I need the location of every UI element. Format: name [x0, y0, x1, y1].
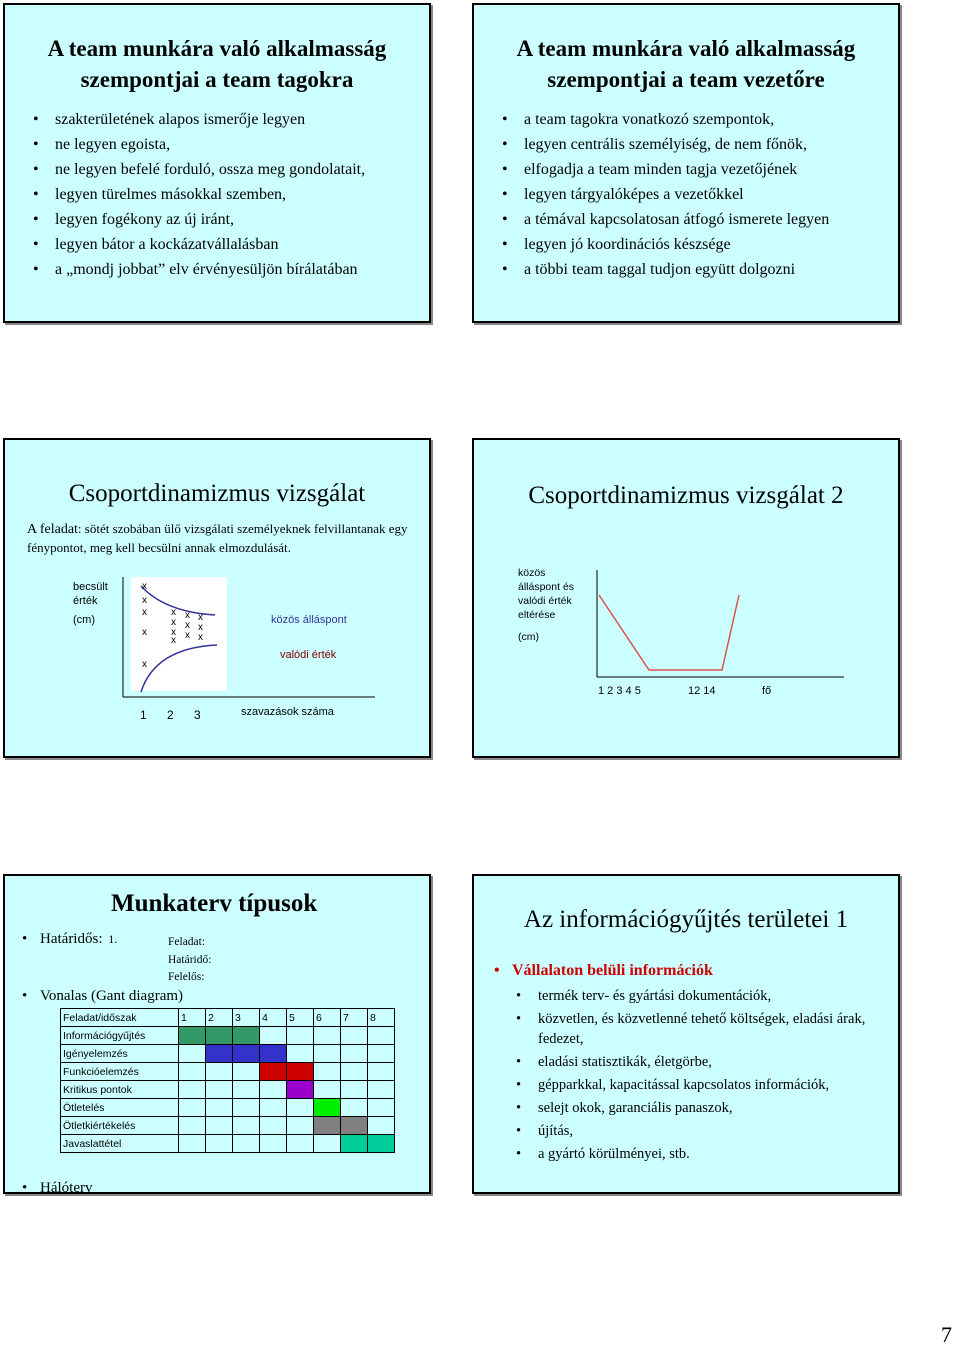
svg-text:x: x: [142, 627, 147, 638]
period-label: 3: [233, 1009, 260, 1027]
slide-title: Csoportdinamizmus vizsgálat: [68, 480, 366, 507]
gantt-empty-cell: [287, 1117, 314, 1135]
x-tick-label: 2: [167, 708, 174, 722]
gantt-bar-cell: [314, 1099, 341, 1117]
list-item: • ne legyen egoista,: [29, 134, 413, 156]
slide-team-members: [3, 3, 431, 323]
list-item: • közvetlen, és közvetlenné tehető költségek, eladási árak, fedezet,: [512, 1009, 882, 1049]
period-label: 6: [314, 1009, 341, 1027]
list-item: • legyen centrális személyiség, de nem főnök,: [498, 134, 882, 156]
svg-text:x: x: [198, 632, 203, 643]
gantt-bar-cell: [314, 1117, 341, 1135]
gantt-header: Feladat/időszak: [61, 1009, 179, 1027]
gantt-task-label: Igényelemzés: [61, 1045, 179, 1063]
list-item: • ne legyen befelé forduló, ossza meg gondolatait,: [29, 159, 413, 181]
period-label: 8: [368, 1009, 395, 1027]
gantt-empty-cell: [179, 1117, 206, 1135]
list-item: • gépparkkal, kapacitással kapcsolatos információk,: [512, 1075, 882, 1095]
slide-title: A team munkára való alkalmasság szempontjai a team vezetőre: [516, 36, 856, 92]
list-item: • a többi team taggal tudjon együtt dolgozni: [498, 259, 882, 281]
gantt-empty-cell: [179, 1063, 206, 1081]
gantt-bar-cell: [233, 1027, 260, 1045]
gantt-row: [61, 1099, 395, 1117]
list-item: • szakterületének alapos ismerője legyen: [29, 109, 413, 131]
gantt-empty-cell: [341, 1027, 368, 1045]
list-item: • a team tagokra vonatkozó szempontok,: [498, 109, 882, 131]
gantt-empty-cell: [206, 1135, 233, 1153]
list-item: • eladási statisztikák, életgörbe,: [512, 1052, 882, 1072]
gantt-row: [61, 1045, 395, 1063]
list-item: • legyen jó koordinációs készsége: [498, 234, 882, 256]
gantt-empty-cell: [206, 1081, 233, 1099]
gantt-empty-cell: [233, 1081, 260, 1099]
list-item: • legyen tárgyalóképes a vezetőkkel: [498, 184, 882, 206]
slide-team-leader: [472, 3, 900, 323]
gantt-task-label: Funkcióelemzés: [61, 1063, 179, 1081]
svg-text:x: x: [142, 659, 147, 670]
gantt-empty-cell: [314, 1045, 341, 1063]
svg-text:x: x: [142, 607, 147, 618]
curve-label-true: valódi érték: [280, 649, 337, 661]
page-number: 7: [941, 1322, 952, 1347]
gantt-bar-cell: [287, 1063, 314, 1081]
gantt-task-label: Ötletkiértékelés: [61, 1117, 179, 1135]
gantt-empty-cell: [206, 1063, 233, 1081]
gantt-empty-cell: [260, 1027, 287, 1045]
slide-title: Munkaterv típusok: [111, 890, 318, 917]
svg-text:x: x: [142, 581, 147, 592]
gantt-bar-cell: [260, 1063, 287, 1081]
info-sources-list: [512, 986, 882, 1167]
gantt-row: [61, 1027, 395, 1045]
gantt-empty-cell: [260, 1117, 287, 1135]
gantt-empty-cell: [368, 1099, 395, 1117]
group-dynamics-diagram: [5, 440, 431, 758]
gantt-bar-cell: [260, 1045, 287, 1063]
curve-label-common: közös álláspont: [271, 614, 347, 626]
gantt-empty-cell: [206, 1099, 233, 1117]
network-bullet: • Hálóterv: [22, 1180, 93, 1194]
gantt-row: [61, 1117, 395, 1135]
gantt-empty-cell: [341, 1081, 368, 1099]
deviation-line: [599, 595, 739, 670]
gantt-empty-cell: [233, 1117, 260, 1135]
gantt-empty-cell: [368, 1045, 395, 1063]
gantt-empty-cell: [179, 1099, 206, 1117]
gantt-bar-cell: [341, 1117, 368, 1135]
gantt-empty-cell: [341, 1099, 368, 1117]
gantt-empty-cell: [233, 1099, 260, 1117]
gantt-empty-cell: [179, 1045, 206, 1063]
gantt-bar-cell: [233, 1045, 260, 1063]
gantt-bar-cell: [287, 1081, 314, 1099]
x-axis-label: fő: [762, 685, 772, 697]
slide-title: Az információgyűjtés területei 1: [523, 906, 849, 933]
slide-group-dynamics: [3, 438, 431, 758]
gantt-row: [61, 1063, 395, 1081]
gantt-chart: [60, 1008, 395, 1153]
gantt-empty-cell: [287, 1099, 314, 1117]
gantt-bar-cell: [341, 1135, 368, 1153]
gantt-task-label: Javaslattétel: [61, 1135, 179, 1153]
y-axis-label: közös álláspont és valódi érték eltérése (cm): [518, 567, 575, 643]
gantt-header-row: [61, 1009, 395, 1027]
period-label: 7: [341, 1009, 368, 1027]
gantt-task-label: Kritikus pontok: [61, 1081, 179, 1099]
gantt-empty-cell: [368, 1027, 395, 1045]
period-label: 2: [206, 1009, 233, 1027]
criteria-list: [29, 109, 413, 281]
slide-title: A team munkára való alkalmasság szempontjai a team tagokra: [47, 36, 387, 92]
gantt-row: [61, 1081, 395, 1099]
gantt-empty-cell: [179, 1081, 206, 1099]
gantt-empty-cell: [314, 1027, 341, 1045]
list-item: • legyen fogékony az új iránt,: [29, 209, 413, 231]
svg-text:x: x: [142, 595, 147, 606]
period-label: 5: [287, 1009, 314, 1027]
gantt-empty-cell: [314, 1081, 341, 1099]
deviation-diagram: [474, 440, 900, 758]
gantt-row: [61, 1135, 395, 1153]
gantt-bullet: • Vonalas (Gant diagram): [22, 988, 184, 1004]
list-item: • selejt okok, garanciális panaszok,: [512, 1098, 882, 1118]
gantt-empty-cell: [206, 1117, 233, 1135]
list-item: • a témával kapcsolatosan átfogó ismerete legyen: [498, 209, 882, 231]
gantt-empty-cell: [233, 1063, 260, 1081]
x-tick-labels-b: 12 14: [688, 685, 716, 697]
gantt-empty-cell: [260, 1081, 287, 1099]
task-label: A feladat: [27, 522, 78, 537]
gantt-empty-cell: [368, 1117, 395, 1135]
x-tick-label: 1: [140, 708, 147, 722]
list-item: • legyen türelmes másokkal szemben,: [29, 184, 413, 206]
gantt-empty-cell: [341, 1063, 368, 1081]
gantt-bar-cell: [206, 1027, 233, 1045]
main-bullet: • Vállalaton belüli információk: [494, 962, 713, 979]
gantt-empty-cell: [260, 1135, 287, 1153]
list-item: • termék terv- és gyártási dokumentációk,: [512, 986, 882, 1006]
deadline-fields: Feladat: Határidő: Felelős:: [168, 936, 212, 983]
deadline-bullet: • Határidős: 1.: [22, 931, 118, 947]
gantt-task-label: Információgyűjtés: [61, 1027, 179, 1045]
period-label: 4: [260, 1009, 287, 1027]
criteria-list: [498, 109, 882, 281]
svg-text:x: x: [171, 607, 176, 618]
x-tick-labels-a: 1 2 3 4 5: [598, 685, 641, 697]
svg-text:x: x: [185, 630, 190, 641]
list-item: • újítás,: [512, 1121, 882, 1141]
svg-text:x: x: [185, 620, 190, 631]
gantt-bar-cell: [368, 1135, 395, 1153]
gantt-empty-cell: [314, 1135, 341, 1153]
task-text: : sötét szobában ülő vizsgálati személyeknek felvillantanak egy fénypontot, meg kell becsülni annak elmozdulását.: [27, 521, 408, 555]
gantt-empty-cell: [314, 1063, 341, 1081]
y-axis-label: becsült érték (cm): [73, 581, 108, 626]
list-item: • a „mondj jobbat” elv érvényesüljön bírálatában: [29, 259, 413, 281]
slide-title: Csoportdinamizmus vizsgálat 2: [528, 482, 844, 509]
svg-text:x: x: [171, 635, 176, 646]
gantt-empty-cell: [260, 1099, 287, 1117]
gantt-task-label: Ötletelés: [61, 1099, 179, 1117]
period-label: 1: [179, 1009, 206, 1027]
gantt-empty-cell: [179, 1135, 206, 1153]
gantt-empty-cell: [368, 1063, 395, 1081]
list-item: • a gyártó körülményei, stb.: [512, 1144, 882, 1164]
list-item: • legyen bátor a kockázatvállalásban: [29, 234, 413, 256]
gantt-empty-cell: [341, 1045, 368, 1063]
gantt-bar-cell: [179, 1027, 206, 1045]
svg-text:x: x: [198, 622, 203, 633]
x-axis-label: szavazások száma: [241, 706, 334, 718]
svg-text:x: x: [198, 612, 203, 623]
gantt-empty-cell: [287, 1135, 314, 1153]
gantt-bar-cell: [206, 1045, 233, 1063]
svg-text:x: x: [185, 610, 190, 621]
svg-text:x: x: [171, 617, 176, 628]
svg-text:x: x: [171, 627, 176, 638]
gantt-empty-cell: [287, 1045, 314, 1063]
gantt-empty-cell: [287, 1027, 314, 1045]
slide-information-gathering: [472, 874, 900, 1194]
gantt-empty-cell: [368, 1081, 395, 1099]
list-item: • elfogadja a team minden tagja vezetőjének: [498, 159, 882, 181]
gantt-empty-cell: [233, 1135, 260, 1153]
x-tick-label: 3: [194, 708, 201, 722]
slide-group-dynamics-2: [472, 438, 900, 758]
